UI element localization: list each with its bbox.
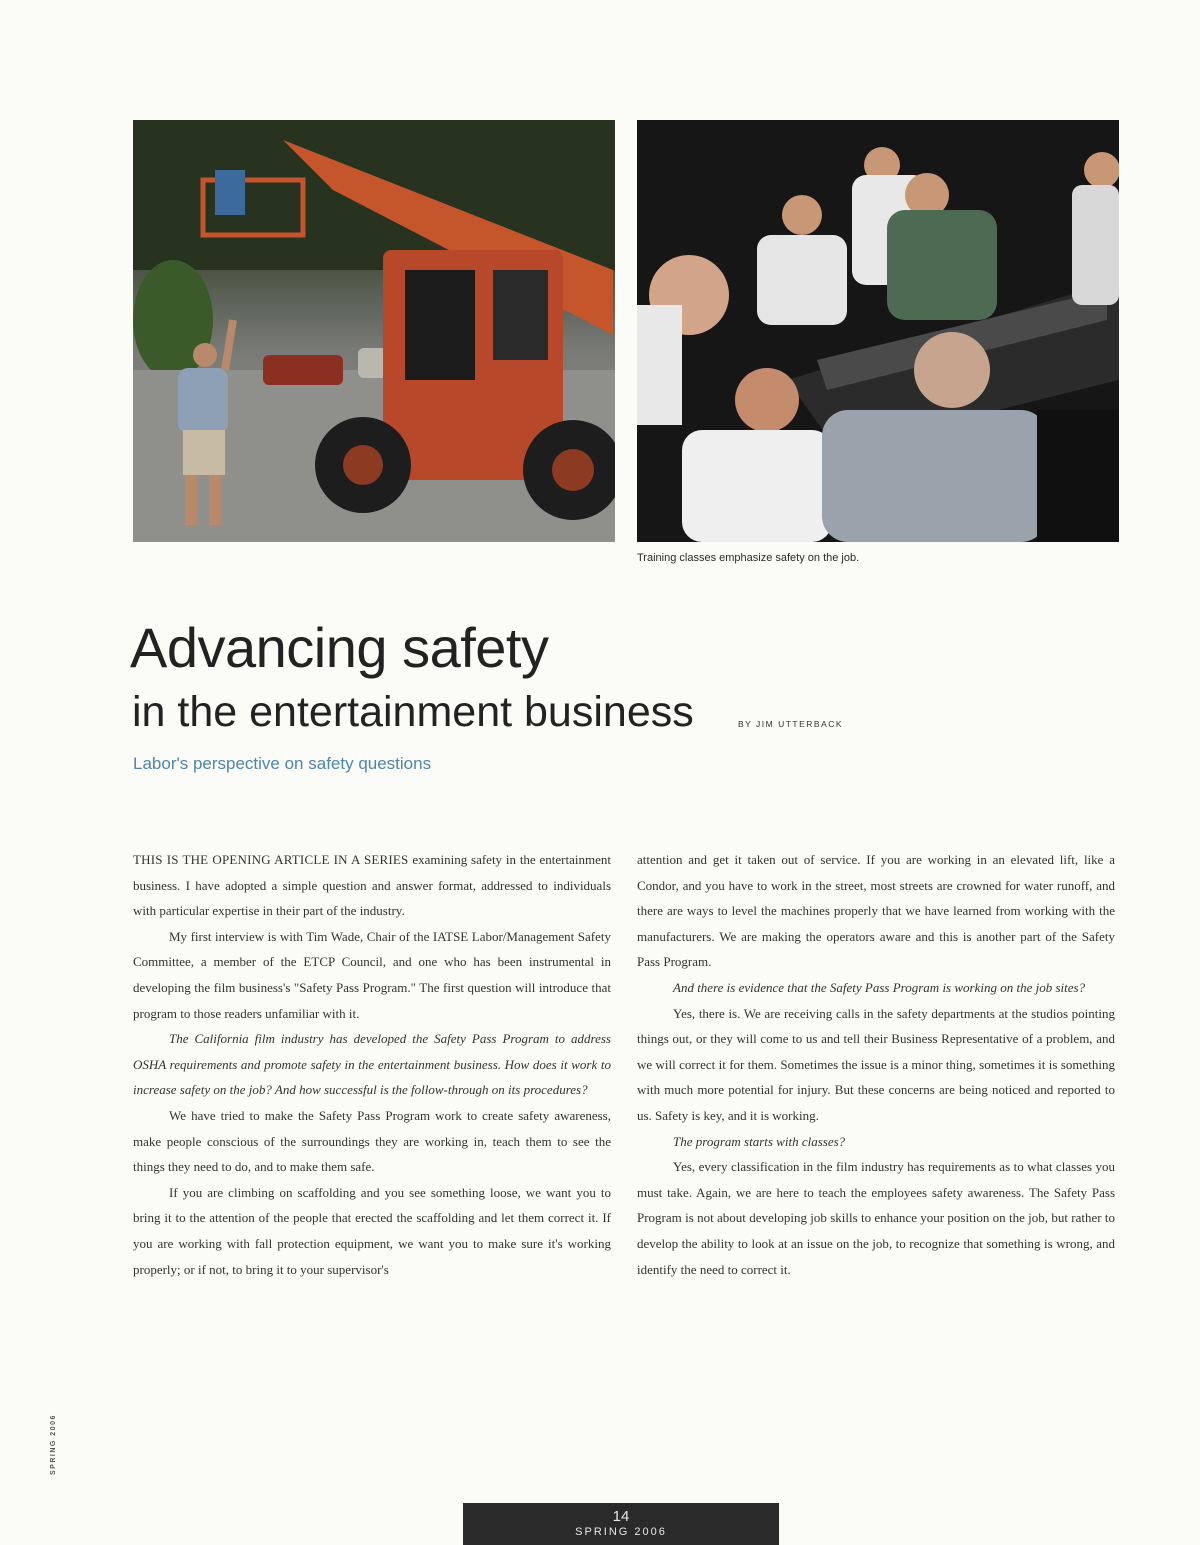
intro-text: examining safety in the entertainment business. I have adopted a simple question and answer format, addressed to individuals with particular expertise in their part of the industry. (133, 852, 611, 919)
training-class-illustration (637, 120, 1119, 542)
headline-line-1: Advancing safety (130, 616, 549, 679)
answer-3: Yes, every classification in the film industry has requirements as to what classes you must take. Again, we are here to teach the employees safety awareness. The Safety Pass Program is not about developing job skills to enhance your position on the job, but rather to develop the ability to look at an issue on the job, to recognize that something is wrong, and identify the need to correct it. (637, 1159, 1115, 1277)
byline: BY JIM UTTERBACK (738, 719, 844, 729)
issue-label: SPRING 2006 (575, 1526, 667, 1538)
photo-caption: Training classes emphasize safety on the job. (637, 552, 860, 564)
article-column-right (637, 847, 1115, 1282)
question-3: The program starts with classes? (673, 1133, 846, 1149)
question-2: And there is evidence that the Safety Pass Program is working on the job sites? (673, 979, 1086, 995)
telehandler-illustration (133, 120, 615, 542)
photo-telehandler (133, 120, 615, 542)
question-1: The California film industry has developed the Safety Pass Program to address OSHA requirements and promote safety in the entertainment business. How does it work to increase safety on the job? And how successful is the follow-through on its procedures? (133, 1031, 611, 1098)
paragraph-interview-intro: My first interview is with Tim Wade, Chair of the IATSE Labor/Management Safety Committee, a member of the ETCP Council, and one who has been instrumental in developing the film business's "Safety Pass Program." The first question will introduce that program to those readers unfamiliar with it. (133, 928, 611, 1021)
article-column-left (133, 847, 611, 1282)
answer-1-continued: If you are climbing on scaffolding and you see something loose, we want you to bring it to the attention of the people that erected the scaffolding and let them correct it. If you are working with fall protection equipment, we want you to make sure it's working properly; or if not, to bring it to your supervisor's (133, 1184, 611, 1277)
photo-training-class (637, 120, 1119, 542)
paragraph-intro (133, 847, 611, 924)
subtitle: Labor's perspective on safety questions (133, 754, 432, 773)
answer-2: Yes, there is. We are receiving calls in the safety departments at the studios pointing things out, or they will come to us and tell their Business Representative of a problem, and we will correct it for them. Sometimes the issue is a minor thing, sometimes it is something with much more potential for injury. But these concerns are being noticed and reported to us. Safety is key, and it is working. (637, 1005, 1115, 1123)
side-issue-label: SPRING 2006 (50, 1414, 57, 1475)
paragraph-continued: attention and get it taken out of service. If you are working in an elevated lift, like a Condor, and you have to work in the street, most streets are crowned for water runoff, and there are ways to level the machines properly that we have learned from working with the manufacturers. We are making the operators aware and this is another part of the Safety Pass Program. (637, 852, 1115, 970)
answer-1: We have tried to make the Safety Pass Program work to create safety awareness, make people conscious of the surroundings they are working in, teach them to see the things they need to do, and to make them safe. (133, 1107, 611, 1175)
page-number: 14 (612, 1508, 630, 1525)
page-folio (463, 1503, 779, 1545)
lead-in-caps: THIS IS THE OPENING ARTICLE IN A SERIES (133, 852, 409, 867)
headline-line-2: in the entertainment business (132, 688, 694, 736)
